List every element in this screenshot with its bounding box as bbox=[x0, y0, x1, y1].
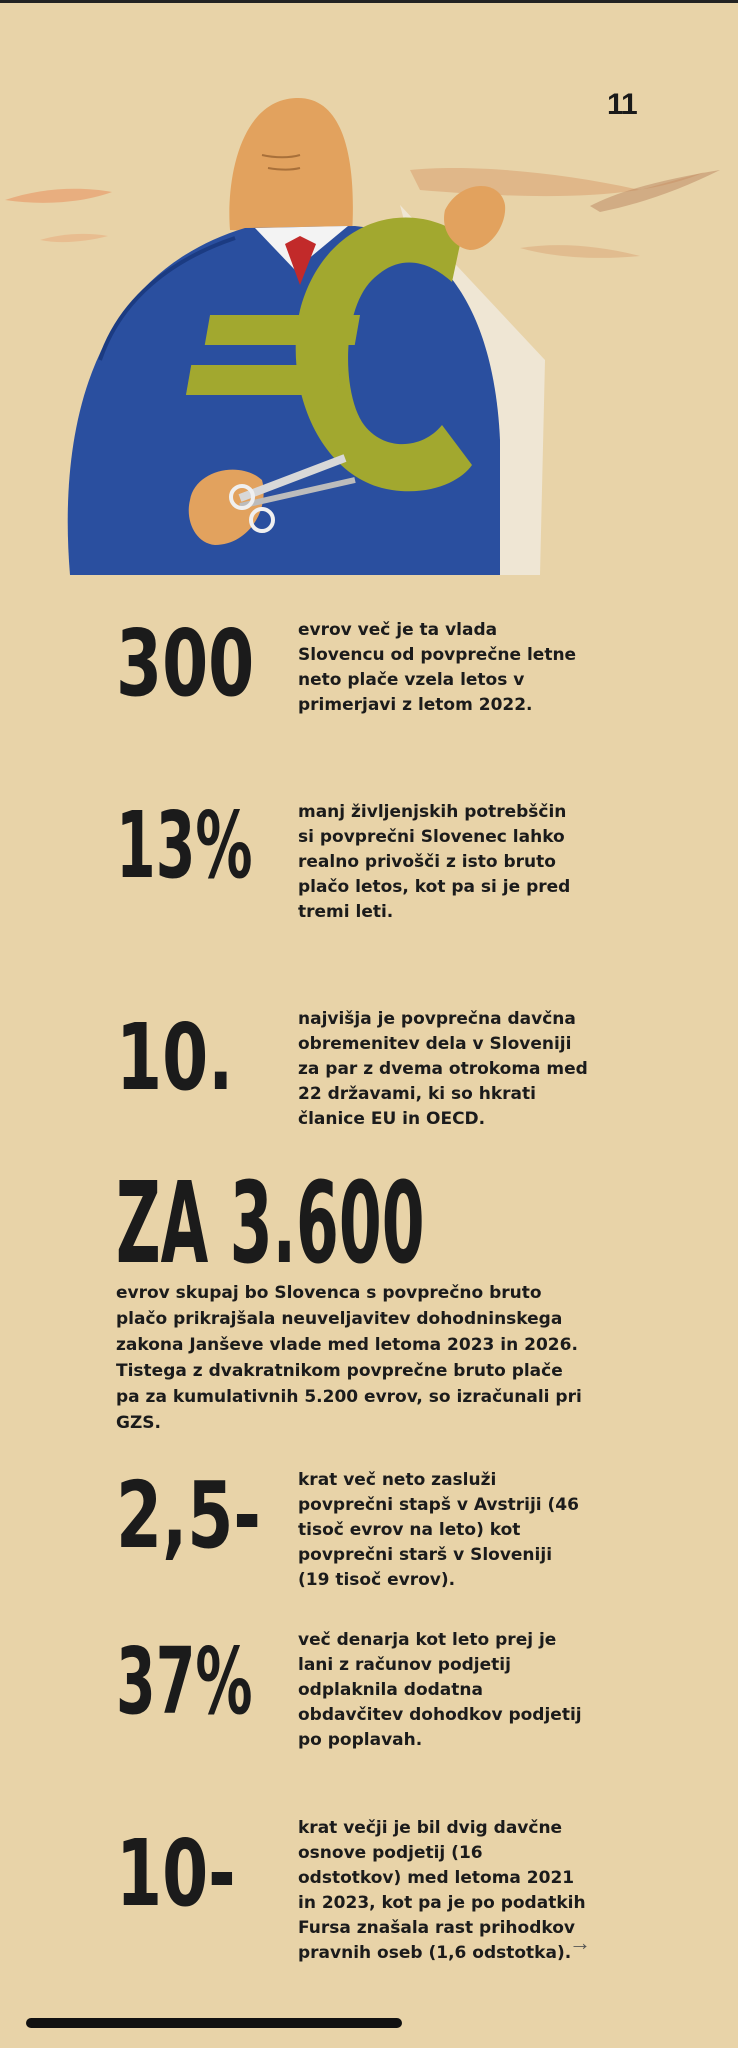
stat-text-2-5: krat več neto zasluži povprečni staрš v Avstriji (46 tisoč evrov na leto) kot povprečni starš v Sloveniji (19 tisoč evrov). bbox=[298, 1470, 579, 1590]
home-indicator[interactable] bbox=[26, 2018, 402, 2028]
stat-text-37-percent: več denarja kot leto prej je lani z računov podjetij odplaknila dodatna obdavčitev dohodkov podjetij po poplavah. bbox=[298, 1630, 582, 1750]
stat-value-13-percent: 13% bbox=[116, 792, 253, 899]
stat-value-10-rank: 10. bbox=[116, 1004, 234, 1111]
stat-text-10-times: krat večji je bil dvig davčne osnove podjetij (16 odstotkov) med letoma 2021 in 2023, kot pa je po podatkih Fursa znašala rast prihodkov pravnih oseb (1,6 odstotka). bbox=[298, 1818, 586, 1963]
stat-value-300: 300 bbox=[116, 610, 255, 717]
man-cutting-euro-illustration bbox=[0, 60, 738, 580]
top-border bbox=[0, 0, 738, 3]
stat-text-za-3600: evrov skupaj bo Slovenca s povprečno bruto plačo prikrajšala neuveljavitev dohodninskega zakona Janševe vlade med letoma 2023 in 2026. Tistega z dvakratnikom povprečne bruto plače pa za kumulativnih 5.200 evrov, so izračunali pri GZS. bbox=[116, 1283, 582, 1433]
stat-value-37-percent: 37% bbox=[116, 1628, 253, 1735]
stat-value-2-5: 2,5- bbox=[116, 1462, 261, 1569]
stat-text-10-rank: najvišja je povprečna davčna obremenitev dela v Sloveniji za par z dvema otrokoma med 22 državami, ki so hkrati članice EU in OECD. bbox=[298, 1009, 588, 1129]
stat-value-10-times: 10- bbox=[116, 1820, 236, 1927]
stat-text-300: evrov več je ta vlada Slovencu od povprečne letne neto plače vzela letos v primerjavi z letom 2022. bbox=[298, 620, 577, 715]
stat-text-13-percent: manj življenjskih potrebščin si povprečni Slovenec lahko realno privošči z isto bruto plačo letos, kot pa si je pred tremi leti. bbox=[298, 802, 571, 922]
stat-value-za-3600: ZA 3.600 bbox=[116, 1159, 425, 1289]
arrow-right-icon[interactable]: → bbox=[569, 1930, 591, 1955]
page-number: 11 bbox=[607, 88, 637, 121]
